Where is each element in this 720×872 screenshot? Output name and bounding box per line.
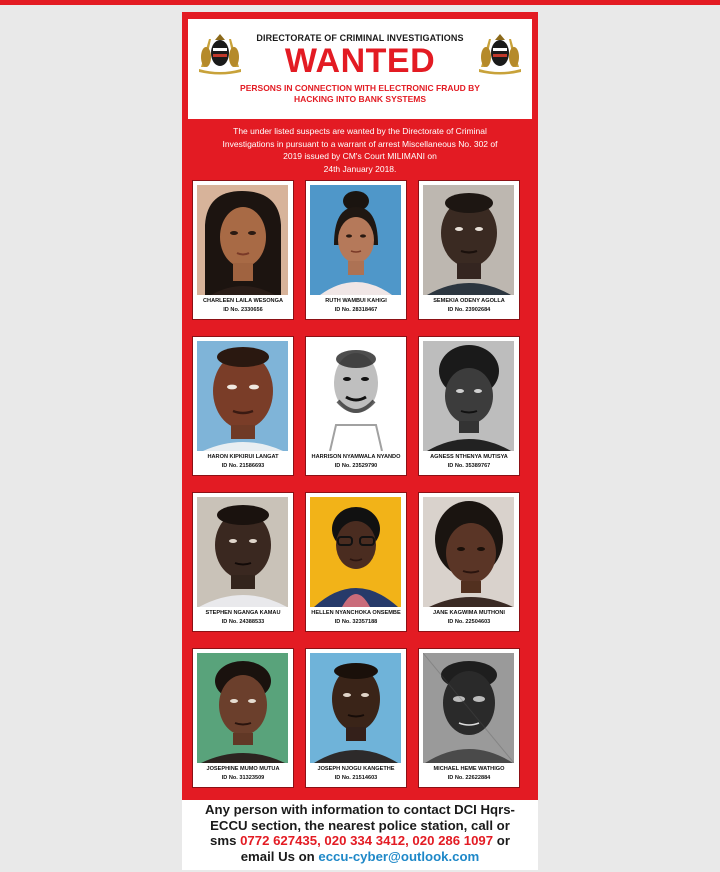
suspect-name: HARRISON NYAMWALA NYANDO (311, 454, 401, 460)
suspect-id: ID No. 22622884 (447, 775, 491, 781)
suspect-id: ID No. 32357188 (334, 619, 378, 625)
suspect-id: ID No. 35389767 (447, 463, 491, 469)
contact-footer (182, 800, 538, 870)
suspect-photo (423, 341, 514, 451)
suspect-name: STEPHEN NGANGA KAMAU (205, 610, 281, 616)
suspect-card (305, 180, 407, 320)
suspect-card (305, 648, 407, 788)
suspect-photo (197, 653, 288, 763)
suspect-card (418, 336, 520, 476)
intro-paragraph (192, 125, 528, 175)
suspect-card (192, 180, 294, 320)
suspect-id: ID No. 23529790 (334, 463, 378, 469)
footer-line-1: Any person with information to contact DCI Hqrs- (205, 802, 515, 817)
suspect-photo (197, 341, 288, 451)
suspect-id: ID No. 22504603 (447, 619, 491, 625)
suspect-card (192, 492, 294, 632)
suspect-id: ID No. 24388533 (221, 619, 265, 625)
suspect-name: JOSEPHINE MUMO MUTUA (206, 766, 280, 772)
intro-line: The under listed suspects are wanted by the Directorate of Criminal (233, 126, 487, 136)
suspect-card (305, 492, 407, 632)
suspect-photo (310, 341, 401, 451)
footer-or: or (493, 833, 510, 848)
suspect-name: HARON KIPKIRUI LANGAT (207, 454, 279, 460)
suspect-name: SEMEKIA ODENY AGOLLA (433, 298, 505, 304)
suspect-name: JANE KAGWIMA MUTHONI (433, 610, 505, 616)
footer-line-2: ECCU section, the nearest police station, call or (210, 817, 510, 833)
footer-sms-label: sms (210, 833, 241, 848)
suspect-name: JOSEPH NJOGU KANGETHE (317, 766, 395, 772)
footer-line-3 (182, 833, 538, 849)
intro-line: 2019 issued by CM's Court MILIMANI on (283, 151, 437, 161)
suspect-photo (310, 653, 401, 763)
suspect-id: ID No. 23902684 (447, 307, 491, 313)
directorate-title: DIRECTORATE OF CRIMINAL INVESTIGATIONS (256, 33, 464, 43)
suspect-photo (423, 185, 514, 295)
suspect-id: ID No. 31323509 (221, 775, 265, 781)
coat-of-arms-icon (475, 29, 525, 75)
suspect-card (418, 180, 520, 320)
suspect-card (192, 336, 294, 476)
suspect-card (418, 648, 520, 788)
suspect-photo (197, 185, 288, 295)
footer-email-label: email Us on (240, 848, 319, 864)
suspect-name: CHARLEEN LAILA WESONGA (203, 298, 283, 304)
suspect-card (305, 336, 407, 476)
suspect-id: ID No. 21586693 (221, 463, 265, 469)
intro-line: Investigations in pursuant to a warrant of arrest Miscellaneous No. 302 of (222, 138, 498, 149)
subtitle-line-2: HACKING INTO BANK SYSTEMS (293, 94, 427, 104)
intro-line: 24th January 2018. (323, 163, 397, 174)
suspect-card (418, 492, 520, 632)
footer-line-4 (182, 849, 538, 865)
top-red-bar (0, 0, 720, 5)
suspect-name: MICHAEL HEME WATHIGO (433, 766, 505, 772)
suspect-photo (310, 497, 401, 607)
wanted-poster (182, 12, 538, 870)
suspect-photo (423, 497, 514, 607)
suspect-id: ID No. 21514603 (334, 775, 378, 781)
wanted-heading: WANTED (284, 42, 436, 80)
suspect-photo (310, 185, 401, 295)
email-link[interactable]: eccu-cyber@outlook.com (318, 848, 480, 864)
suspect-photo (197, 497, 288, 607)
phone-numbers: 0772 627435, 020 334 3412, 020 286 1097 (240, 833, 494, 848)
suspect-name: RUTH WAMBUI KAHIGI (325, 298, 387, 304)
suspect-photo (423, 653, 514, 763)
suspect-name: HELLEN NYANCHOKA ONSEMBE (311, 610, 401, 616)
subtitle-line-1: PERSONS IN CONNECTION WITH ELECTRONIC FRAUD BY (240, 83, 480, 93)
poster-header (188, 19, 532, 119)
suspect-card (192, 648, 294, 788)
suspect-name: AGNESS NTHENYA MUTISYA (430, 454, 508, 460)
poster-subtitle (228, 83, 492, 105)
suspect-id: ID No. 28318467 (334, 307, 378, 313)
suspect-id: ID No. 2330656 (223, 307, 263, 313)
